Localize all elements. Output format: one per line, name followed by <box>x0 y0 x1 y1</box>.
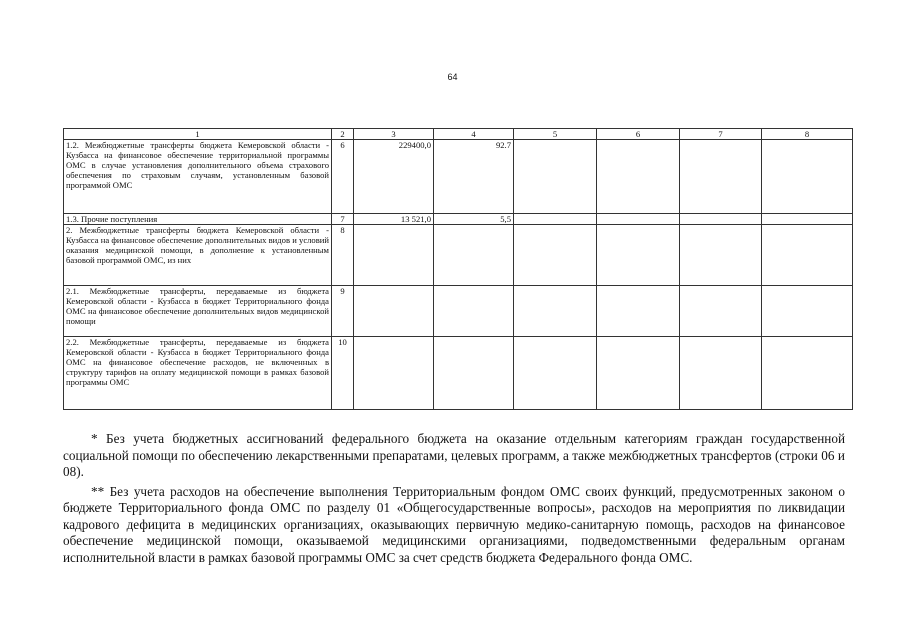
column-header: 4 <box>434 129 514 140</box>
cell-col3: 229400,0 <box>354 140 434 214</box>
row-code: 10 <box>332 337 354 410</box>
cell-col3 <box>354 286 434 337</box>
row-description: 2. Межбюджетные трансферты бюджета Кемеровской области - Кузбасса на финансовое обеспечение дополнительных видов и условий оказания медицинской помощи, в дополнение к установленным базовой программой ОМС, из них <box>64 225 332 286</box>
row-description: 1.2. Межбюджетные трансферты бюджета Кемеровской области - Кузбасса на финансовое обеспечение территориальной программы ОМС в случае установления дополнительного объема страхового обеспечения по страховым случаям, установленным базовой программой ОМС <box>64 140 332 214</box>
row-code: 9 <box>332 286 354 337</box>
cell-col3 <box>354 225 434 286</box>
cell-col8 <box>762 140 853 214</box>
column-header: 1 <box>64 129 332 140</box>
row-code: 6 <box>332 140 354 214</box>
cell-col8 <box>762 214 853 225</box>
cell-col7 <box>680 286 762 337</box>
cell-col5 <box>514 337 597 410</box>
cell-col3: 13 521,0 <box>354 214 434 225</box>
column-header: 5 <box>514 129 597 140</box>
cell-col4 <box>434 286 514 337</box>
table-row <box>64 140 853 214</box>
row-code: 7 <box>332 214 354 225</box>
cell-col5 <box>514 214 597 225</box>
cell-col5 <box>514 286 597 337</box>
table-header-row <box>64 129 853 140</box>
table-row <box>64 286 853 337</box>
cell-col6 <box>597 214 680 225</box>
cell-col8 <box>762 225 853 286</box>
budget-table <box>63 128 853 410</box>
column-header: 2 <box>332 129 354 140</box>
row-code: 8 <box>332 225 354 286</box>
cell-col7 <box>680 140 762 214</box>
cell-col8 <box>762 286 853 337</box>
row-description: 2.2. Межбюджетные трансферты, передаваемые из бюджета Кемеровской области - Кузбасса в бюджет Территориального фонда ОМС на финансовое обеспечение расходов, не включенных в структуру тарифов на оплату медицинской помощи в рамках базовой программы ОМС <box>64 337 332 410</box>
cell-col5 <box>514 140 597 214</box>
column-header: 6 <box>597 129 680 140</box>
cell-col7 <box>680 337 762 410</box>
cell-col4 <box>434 225 514 286</box>
cell-col6 <box>597 286 680 337</box>
cell-col4: 92.7 <box>434 140 514 214</box>
row-description: 1.3. Прочие поступления <box>64 214 332 225</box>
footnote-single-asterisk: * Без учета бюджетных ассигнований федерального бюджета на оказание отдельным категориям граждан государственной социальной помощи по обеспечению лекарственными препаратами, целевых программ, а также межбюджетных трансфертов (строки 06 и 08). <box>63 431 845 479</box>
column-header: 7 <box>680 129 762 140</box>
row-description: 2.1. Межбюджетные трансферты, передаваемые из бюджета Кемеровской области - Кузбасса в бюджет Территориального фонда ОМС на финансовое обеспечение дополнительных видов медицинской помощи <box>64 286 332 337</box>
cell-col6 <box>597 337 680 410</box>
cell-col6 <box>597 140 680 214</box>
cell-col8 <box>762 337 853 410</box>
cell-col4 <box>434 337 514 410</box>
cell-col7 <box>680 214 762 225</box>
footnote-double-asterisk: ** Без учета расходов на обеспечение выполнения Территориальным фондом ОМС своих функций, предусмотренных законом о бюджете Территориального фонда ОМС по разделу 01 «Общегосударственные вопросы», расходов на мероприятия по ликвидации кадрового дефицита в медицинских организациях, оказывающих первичную медико-санитарную помощь, расходов на финансовое обеспечение медицинской помощи, оказываемой медицинскими организациями, подведомственными федеральным органам исполнительной власти в рамках базовой программы ОМС за счет средств бюджета Федерального фонда ОМС. <box>63 483 845 565</box>
cell-col4: 5,5 <box>434 214 514 225</box>
cell-col7 <box>680 225 762 286</box>
table-row <box>64 214 853 225</box>
column-header: 3 <box>354 129 434 140</box>
cell-col6 <box>597 225 680 286</box>
footnotes <box>63 431 845 569</box>
table-row <box>64 225 853 286</box>
cell-col3 <box>354 337 434 410</box>
table-row <box>64 337 853 410</box>
column-header: 8 <box>762 129 853 140</box>
cell-col5 <box>514 225 597 286</box>
page-number: 64 <box>447 72 458 82</box>
